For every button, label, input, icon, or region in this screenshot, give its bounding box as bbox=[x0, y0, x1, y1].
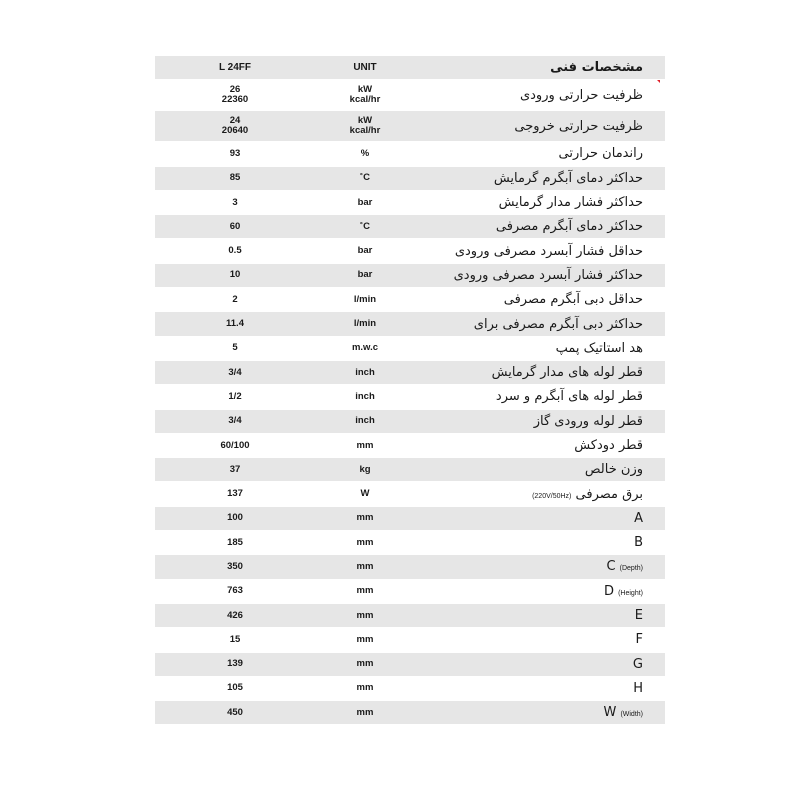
spec-value: 60/100 bbox=[220, 439, 250, 451]
table-row bbox=[155, 604, 665, 628]
spec-value: 5 bbox=[232, 342, 238, 354]
spec-note: (Depth) bbox=[619, 565, 643, 573]
spec-label: قطر لوله ورودی گاز bbox=[533, 413, 643, 429]
spec-label: F bbox=[635, 632, 643, 648]
table-row bbox=[155, 80, 665, 111]
spec-unit: kg bbox=[359, 463, 371, 475]
spec-value: 15 bbox=[229, 633, 241, 645]
spec-value: 137 bbox=[227, 488, 243, 500]
spec-value: 26 22360 bbox=[221, 84, 249, 106]
spec-label: وزن خالص bbox=[584, 462, 643, 478]
spec-value: 10 bbox=[229, 269, 241, 281]
table-row bbox=[155, 653, 665, 677]
spec-label: راندمان حرارتی bbox=[558, 146, 643, 162]
spec-unit: ˚C bbox=[359, 220, 371, 232]
spec-unit: inch bbox=[355, 390, 375, 402]
spec-unit: mm bbox=[356, 585, 374, 597]
table-row bbox=[155, 458, 665, 482]
table-row bbox=[155, 701, 665, 725]
table-row bbox=[155, 191, 665, 215]
table-row bbox=[155, 507, 665, 531]
spec-unit: % bbox=[360, 147, 370, 159]
spec-note: (Width) bbox=[620, 711, 643, 719]
spec-label: G bbox=[632, 656, 643, 672]
table-row bbox=[155, 555, 665, 579]
spec-label: ظرفیت حرارتی ورودی bbox=[519, 87, 643, 103]
table-row bbox=[155, 628, 665, 652]
spec-value: 3/4 bbox=[228, 415, 242, 427]
spec-unit: l/min bbox=[353, 293, 377, 305]
spec-unit: m.w.c bbox=[351, 342, 379, 354]
spec-value: 105 bbox=[227, 682, 243, 694]
table-row bbox=[155, 361, 665, 385]
spec-label: C (Depth) bbox=[606, 559, 643, 575]
table-row bbox=[155, 434, 665, 458]
spec-value: 37 bbox=[229, 463, 241, 475]
spec-unit: mm bbox=[356, 609, 374, 621]
spec-title: مشخصات فنی bbox=[550, 60, 643, 76]
spec-unit: mm bbox=[356, 512, 374, 524]
spec-label: قطر لوله های آبگرم و سرد bbox=[495, 389, 643, 405]
model-header: L 24FF bbox=[218, 61, 252, 73]
spec-value: 3 bbox=[232, 196, 238, 208]
spec-unit: mm bbox=[356, 536, 374, 548]
table-header bbox=[155, 56, 665, 80]
spec-unit: inch bbox=[355, 415, 375, 427]
spec-value: 93 bbox=[229, 147, 241, 159]
table-row bbox=[155, 337, 665, 361]
table-row bbox=[155, 482, 665, 506]
spec-label: E bbox=[634, 608, 643, 624]
table-row bbox=[155, 142, 665, 166]
spec-value: 350 bbox=[227, 560, 243, 572]
table-row bbox=[155, 288, 665, 312]
spec-label: حداکثر فشار آبسرد مصرفی ورودی bbox=[453, 267, 643, 283]
spec-unit: mm bbox=[356, 560, 374, 572]
spec-unit: W bbox=[360, 488, 370, 500]
spec-value: 85 bbox=[229, 172, 241, 184]
spec-table bbox=[155, 56, 665, 725]
spec-unit: bar bbox=[357, 269, 373, 281]
table-row bbox=[155, 677, 665, 701]
spec-label: حداکثر دمای آبگرم گرمایش bbox=[493, 170, 643, 186]
spec-unit: bar bbox=[357, 245, 373, 257]
spec-note: (220V/50Hz) bbox=[532, 492, 572, 500]
spec-label: هد استاتیک پمپ bbox=[555, 340, 643, 356]
spec-label: حداقل فشار آبسرد مصرفی ورودی bbox=[454, 243, 643, 259]
table-row bbox=[155, 410, 665, 434]
spec-unit: bar bbox=[357, 196, 373, 208]
spec-label: W (Width) bbox=[603, 705, 643, 721]
spec-value: 11.4 bbox=[226, 318, 244, 330]
spec-unit: mm bbox=[356, 658, 374, 670]
spec-label: برق مصرفی (220V/50Hz) bbox=[532, 486, 643, 502]
spec-unit: mm bbox=[356, 439, 374, 451]
spec-value: 3/4 bbox=[228, 366, 242, 378]
spec-label: قطر دودکش bbox=[574, 438, 643, 453]
spec-label: D (Height) bbox=[603, 583, 643, 599]
spec-label: حداقل دبی آبگرم مصرفی bbox=[503, 292, 643, 308]
table-row bbox=[155, 264, 665, 288]
spec-value: 426 bbox=[227, 609, 243, 621]
spec-value: 763 bbox=[227, 585, 243, 597]
spec-value: 60 bbox=[229, 220, 241, 232]
table-row bbox=[155, 385, 665, 409]
table-row bbox=[155, 239, 665, 263]
spec-note: (Height) bbox=[618, 589, 643, 597]
spec-value: 2 bbox=[232, 293, 238, 305]
spec-label: حداکثر فشار مدار گرمایش bbox=[498, 195, 643, 211]
spec-unit: inch bbox=[355, 366, 375, 378]
spec-unit: mm bbox=[356, 633, 374, 645]
spec-label: حداکثر دبی آبگرم مصرفی برای bbox=[473, 316, 643, 332]
spec-value: 450 bbox=[227, 706, 243, 718]
spec-value: 185 bbox=[227, 536, 243, 548]
spec-unit: mm bbox=[356, 682, 374, 694]
spec-value: 0.5 bbox=[228, 245, 242, 257]
table-row bbox=[155, 580, 665, 604]
spec-unit: mm bbox=[356, 706, 374, 718]
spec-value: 1/2 bbox=[228, 390, 242, 402]
spec-label: A bbox=[634, 510, 643, 526]
spec-unit: kW kcal/hr bbox=[349, 84, 381, 106]
table-row bbox=[155, 531, 665, 555]
spec-unit: l/min bbox=[353, 318, 377, 330]
spec-label: قطر لوله های مدار گرمایش bbox=[491, 365, 643, 381]
table-row bbox=[155, 111, 665, 142]
spec-value: 100 bbox=[227, 512, 243, 524]
spec-label: ظرفیت حرارتی خروجی bbox=[514, 118, 643, 134]
spec-unit: kW kcal/hr bbox=[349, 115, 381, 137]
table-row bbox=[155, 167, 665, 191]
table-row bbox=[155, 215, 665, 239]
spec-label: H bbox=[633, 680, 643, 696]
spec-value: 139 bbox=[227, 658, 243, 670]
spec-label: B bbox=[634, 535, 643, 551]
table-row bbox=[155, 312, 665, 336]
spec-label: حداکثر دمای آبگرم مصرفی bbox=[495, 219, 643, 235]
unit-header: UNIT bbox=[353, 61, 377, 73]
spec-value: 24 20640 bbox=[221, 115, 249, 137]
spec-unit: ˚C bbox=[359, 172, 371, 184]
